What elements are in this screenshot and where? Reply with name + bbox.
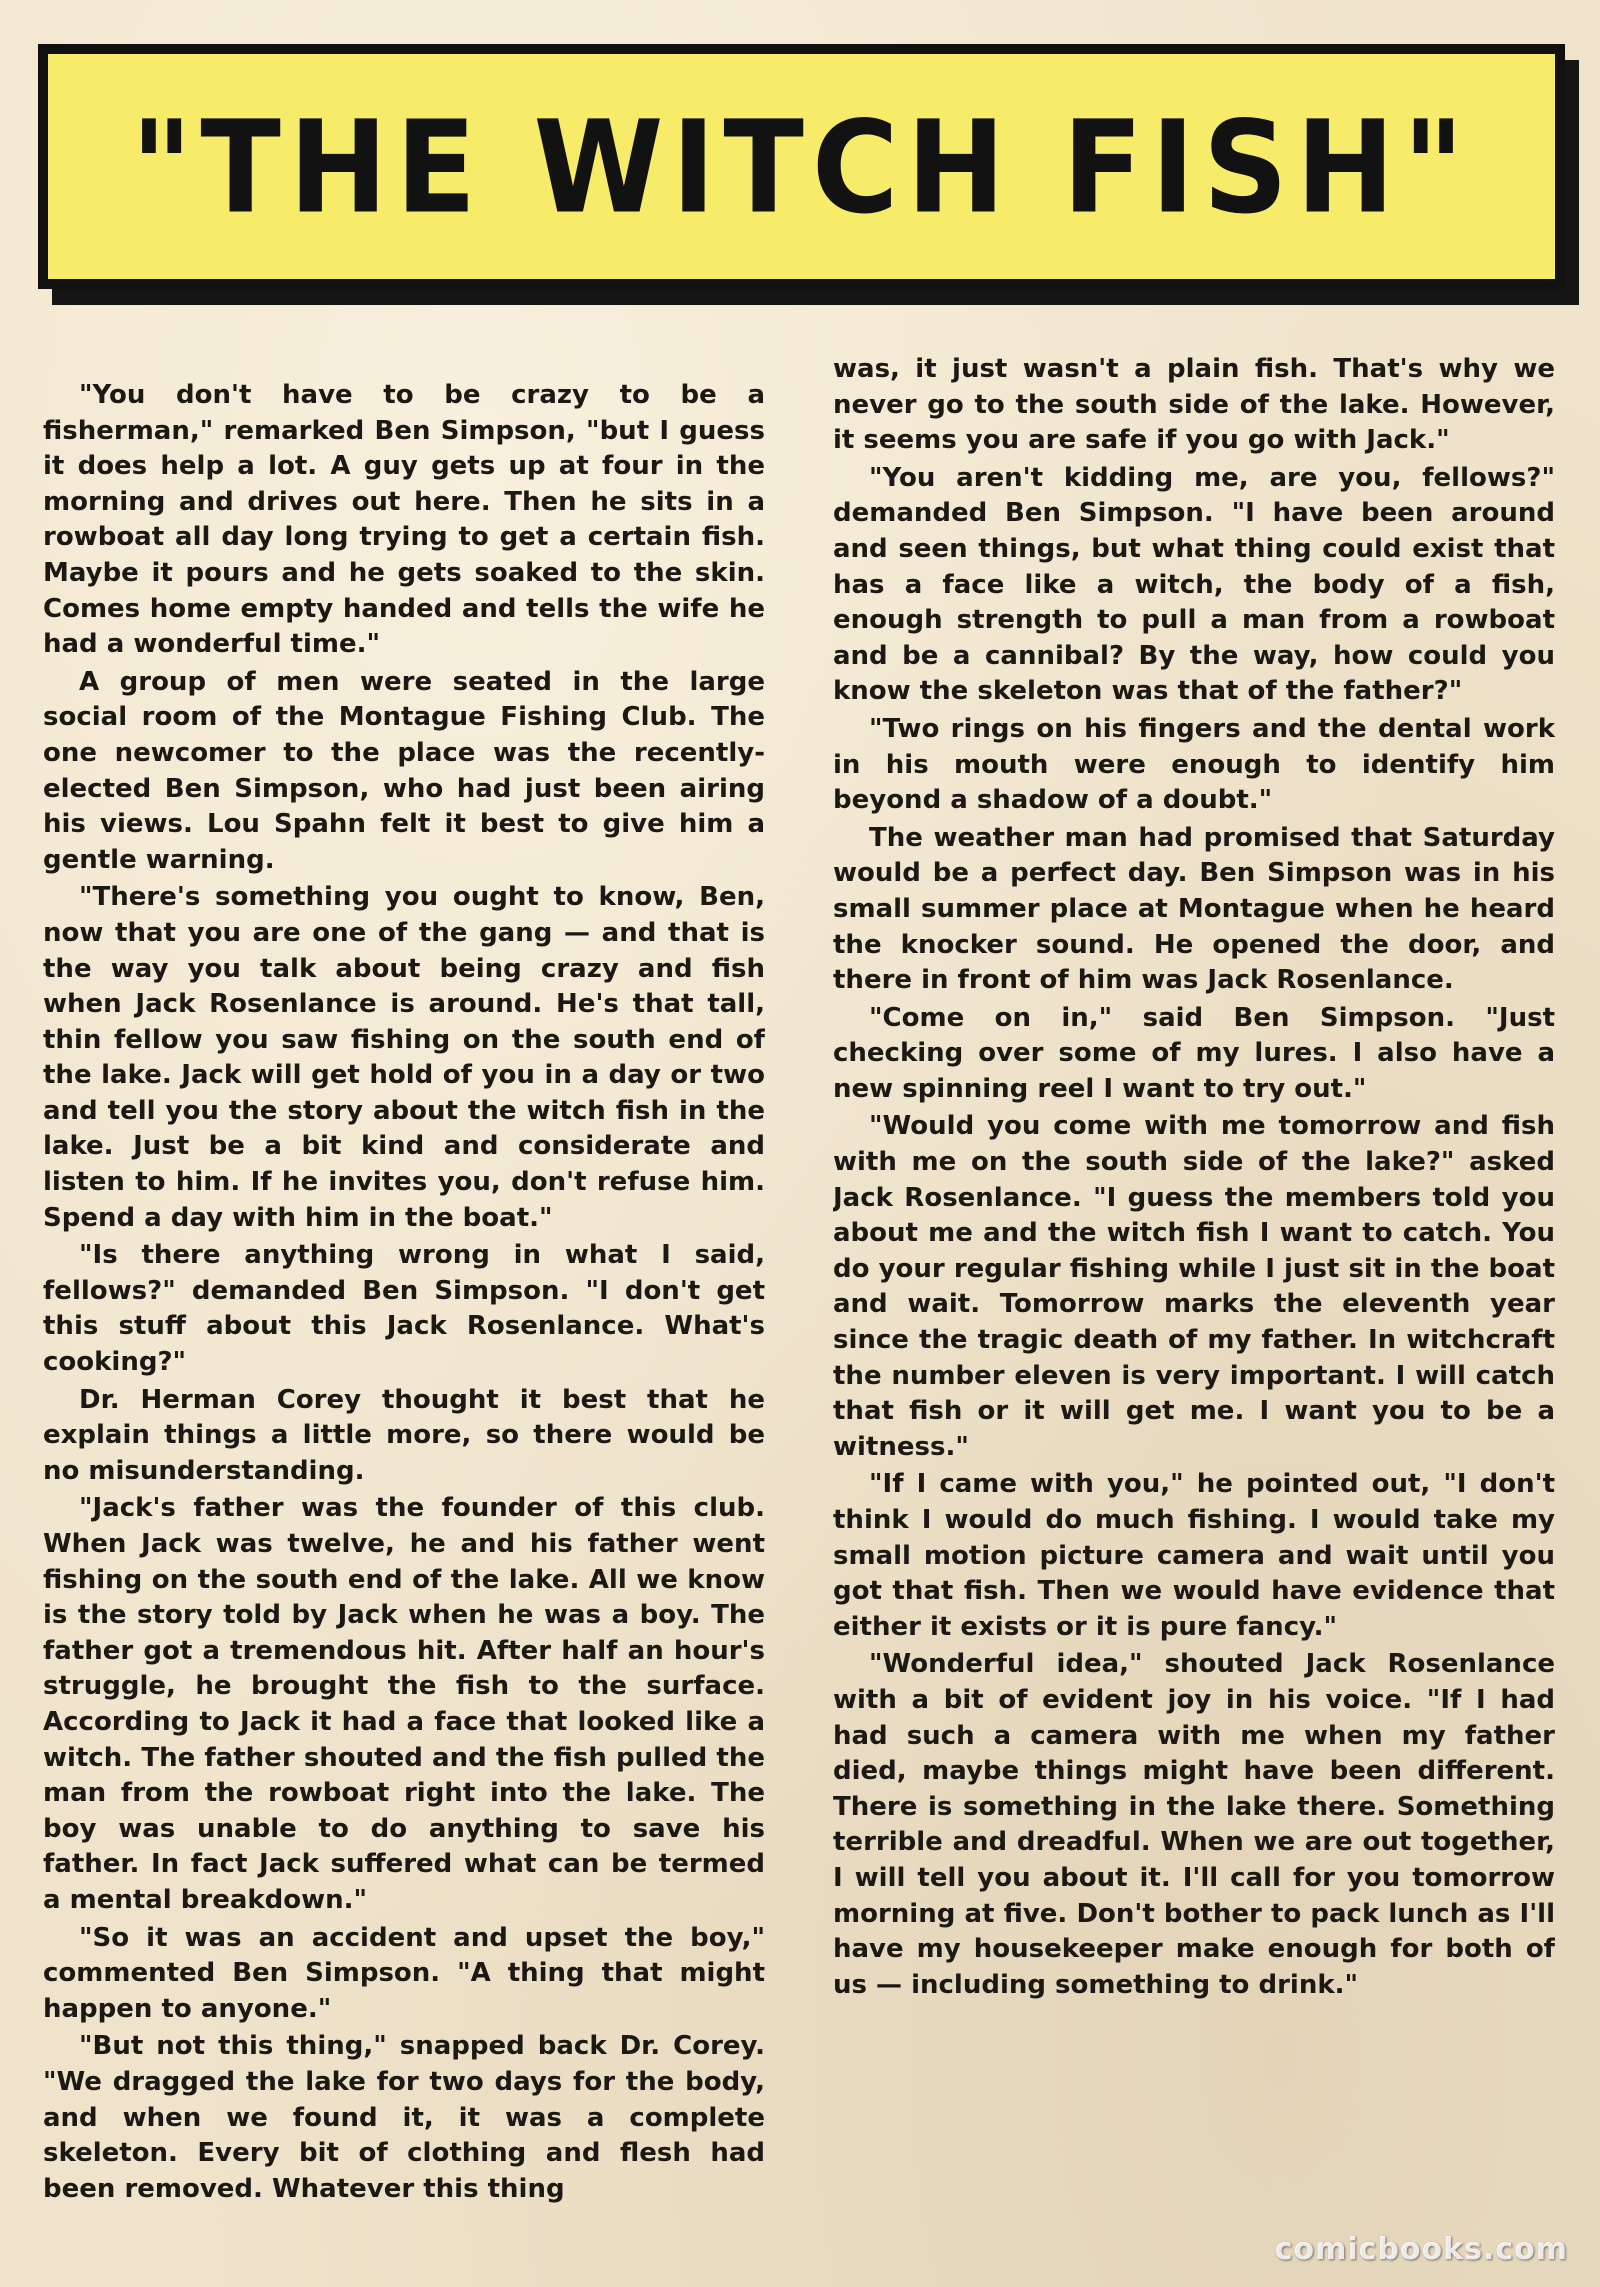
right-column (833, 352, 1555, 2232)
paragraph: "But not this thing," snapped back Dr. Corey. "We dragged the lake for two days for the body, and when we found it, it was a complete skeleton. Every bit of clothing and flesh had been removed. Whatever this thing (43, 2031, 765, 2204)
paragraph: "Would you come with me tomorrow and fish with me on the south side of the lake?" asked Jack Rosenlance. "I guess the members told you about me and the witch fish I want to catch. You do your regular fishing while I just sit in the boat and wait. Tomorrow marks the eleventh year since the tragic death of my father. In witchcraft the number eleven is very important. I will catch that fish or it will get me. I want you to be a witness." (833, 1111, 1555, 1462)
left-column (43, 378, 765, 2258)
site-watermark: comicbooks.com (1274, 2232, 1568, 2267)
paragraph: "There's something you ought to know, Ben, now that you are one of the gang — and that is the way you talk about being crazy and fish when Jack Rosenlance is around. He's that tall, thin fellow you saw fishing on the south end of the lake. Jack will get hold of you in a day or two and tell you the story about the witch fish in the lake. Just be a bit kind and considerate and listen to him. If he invites you, don't refuse him. Spend a day with him in the boat." (43, 882, 765, 1233)
paragraph: was, it just wasn't a plain fish. That's why we never go to the south side of the lake. However, it seems you are safe if you go with Jack." (833, 354, 1555, 456)
story-title: "THE WITCH FISH" (130, 91, 1473, 242)
paragraph: "If I came with you," he pointed out, "I don't think I would do much fishing. I would take my small motion picture camera and wait until you got that fish. Then we would have evidence that either it exists or it is pure fancy." (833, 1469, 1555, 1642)
paragraph: The weather man had promised that Saturday would be a perfect day. Ben Simpson was in his small summer place at Montague when he heard the knocker sound. He opened the door, and there in front of him was Jack Rosenlance. (833, 822, 1555, 996)
paragraph: "You don't have to be crazy to be a fisherman," remarked Ben Simpson, "but I guess it does help a lot. A guy gets up at four in the morning and drives out here. Then he sits in a rowboat all day long trying to get a certain fish. Maybe it pours and he gets soaked to the skin. Comes home empty handed and tells the wife he had a wonderful time." (43, 380, 765, 660)
paragraph: "Two rings on his fingers and the dental work in his mouth were enough to identify him beyond a shadow of a doubt." (833, 713, 1555, 816)
paragraph: "So it was an accident and upset the boy," commented Ben Simpson. "A thing that might happen to anyone." (43, 1922, 765, 2024)
paragraph: "Wonderful idea," shouted Jack Rosenlance with a bit of evident joy in his voice. "If I had had such a camera with me when my father died, maybe things might have been different. There is something in the lake there. Something terrible and dreadful. When we are out together, I will tell you about it. I'll call for you tomorrow morning at five. Don't bother to pack lunch as I'll have my housekeeper make enough for both of us — including something to drink." (833, 1649, 1555, 2000)
text-columns (43, 354, 1555, 2258)
paragraph: Dr. Herman Corey thought it best that he explain things a little more, so there would be no misunderstanding. (43, 1384, 765, 1486)
paragraph: "Jack's father was the founder of this club. When Jack was twelve, he and his father went fishing on the south end of the lake. All we know is the story told by Jack when he was a boy. The father got a tremendous hit. After half an hour's struggle, he brought the fish to the surface. According to Jack it had a face that looked like a witch. The father shouted and the fish pulled the man from the rowboat right into the lake. The boy was unable to do anything to save his father. In fact Jack suffered what can be termed a mental breakdown." (43, 1493, 765, 1915)
paragraph: "You aren't kidding me, are you, fellows?" demanded Ben Simpson. "I have been around and seen things, but what thing could exist that has a face like a witch, the body of a fish, enough strength to pull a man from a rowboat and be a cannibal? By the way, how could you know the skeleton was that of the father?" (833, 462, 1555, 707)
title-banner (38, 44, 1565, 289)
paragraph: A group of men were seated in the large social room of the Montague Fishing Club. The one newcomer to the place was the recently-elected Ben Simpson, who had just been airing his views. Lou Spahn felt it best to give him a gentle warning. (43, 666, 765, 875)
paragraph: "Come on in," said Ben Simpson. "Just checking over some of my lures. I also have a new spinning reel I want to try out." (833, 1002, 1555, 1104)
paragraph: "Is there anything wrong in what I said, fellows?" demanded Ben Simpson. "I don't get this stuff about this Jack Rosenlance. What's cooking?" (43, 1240, 765, 1378)
